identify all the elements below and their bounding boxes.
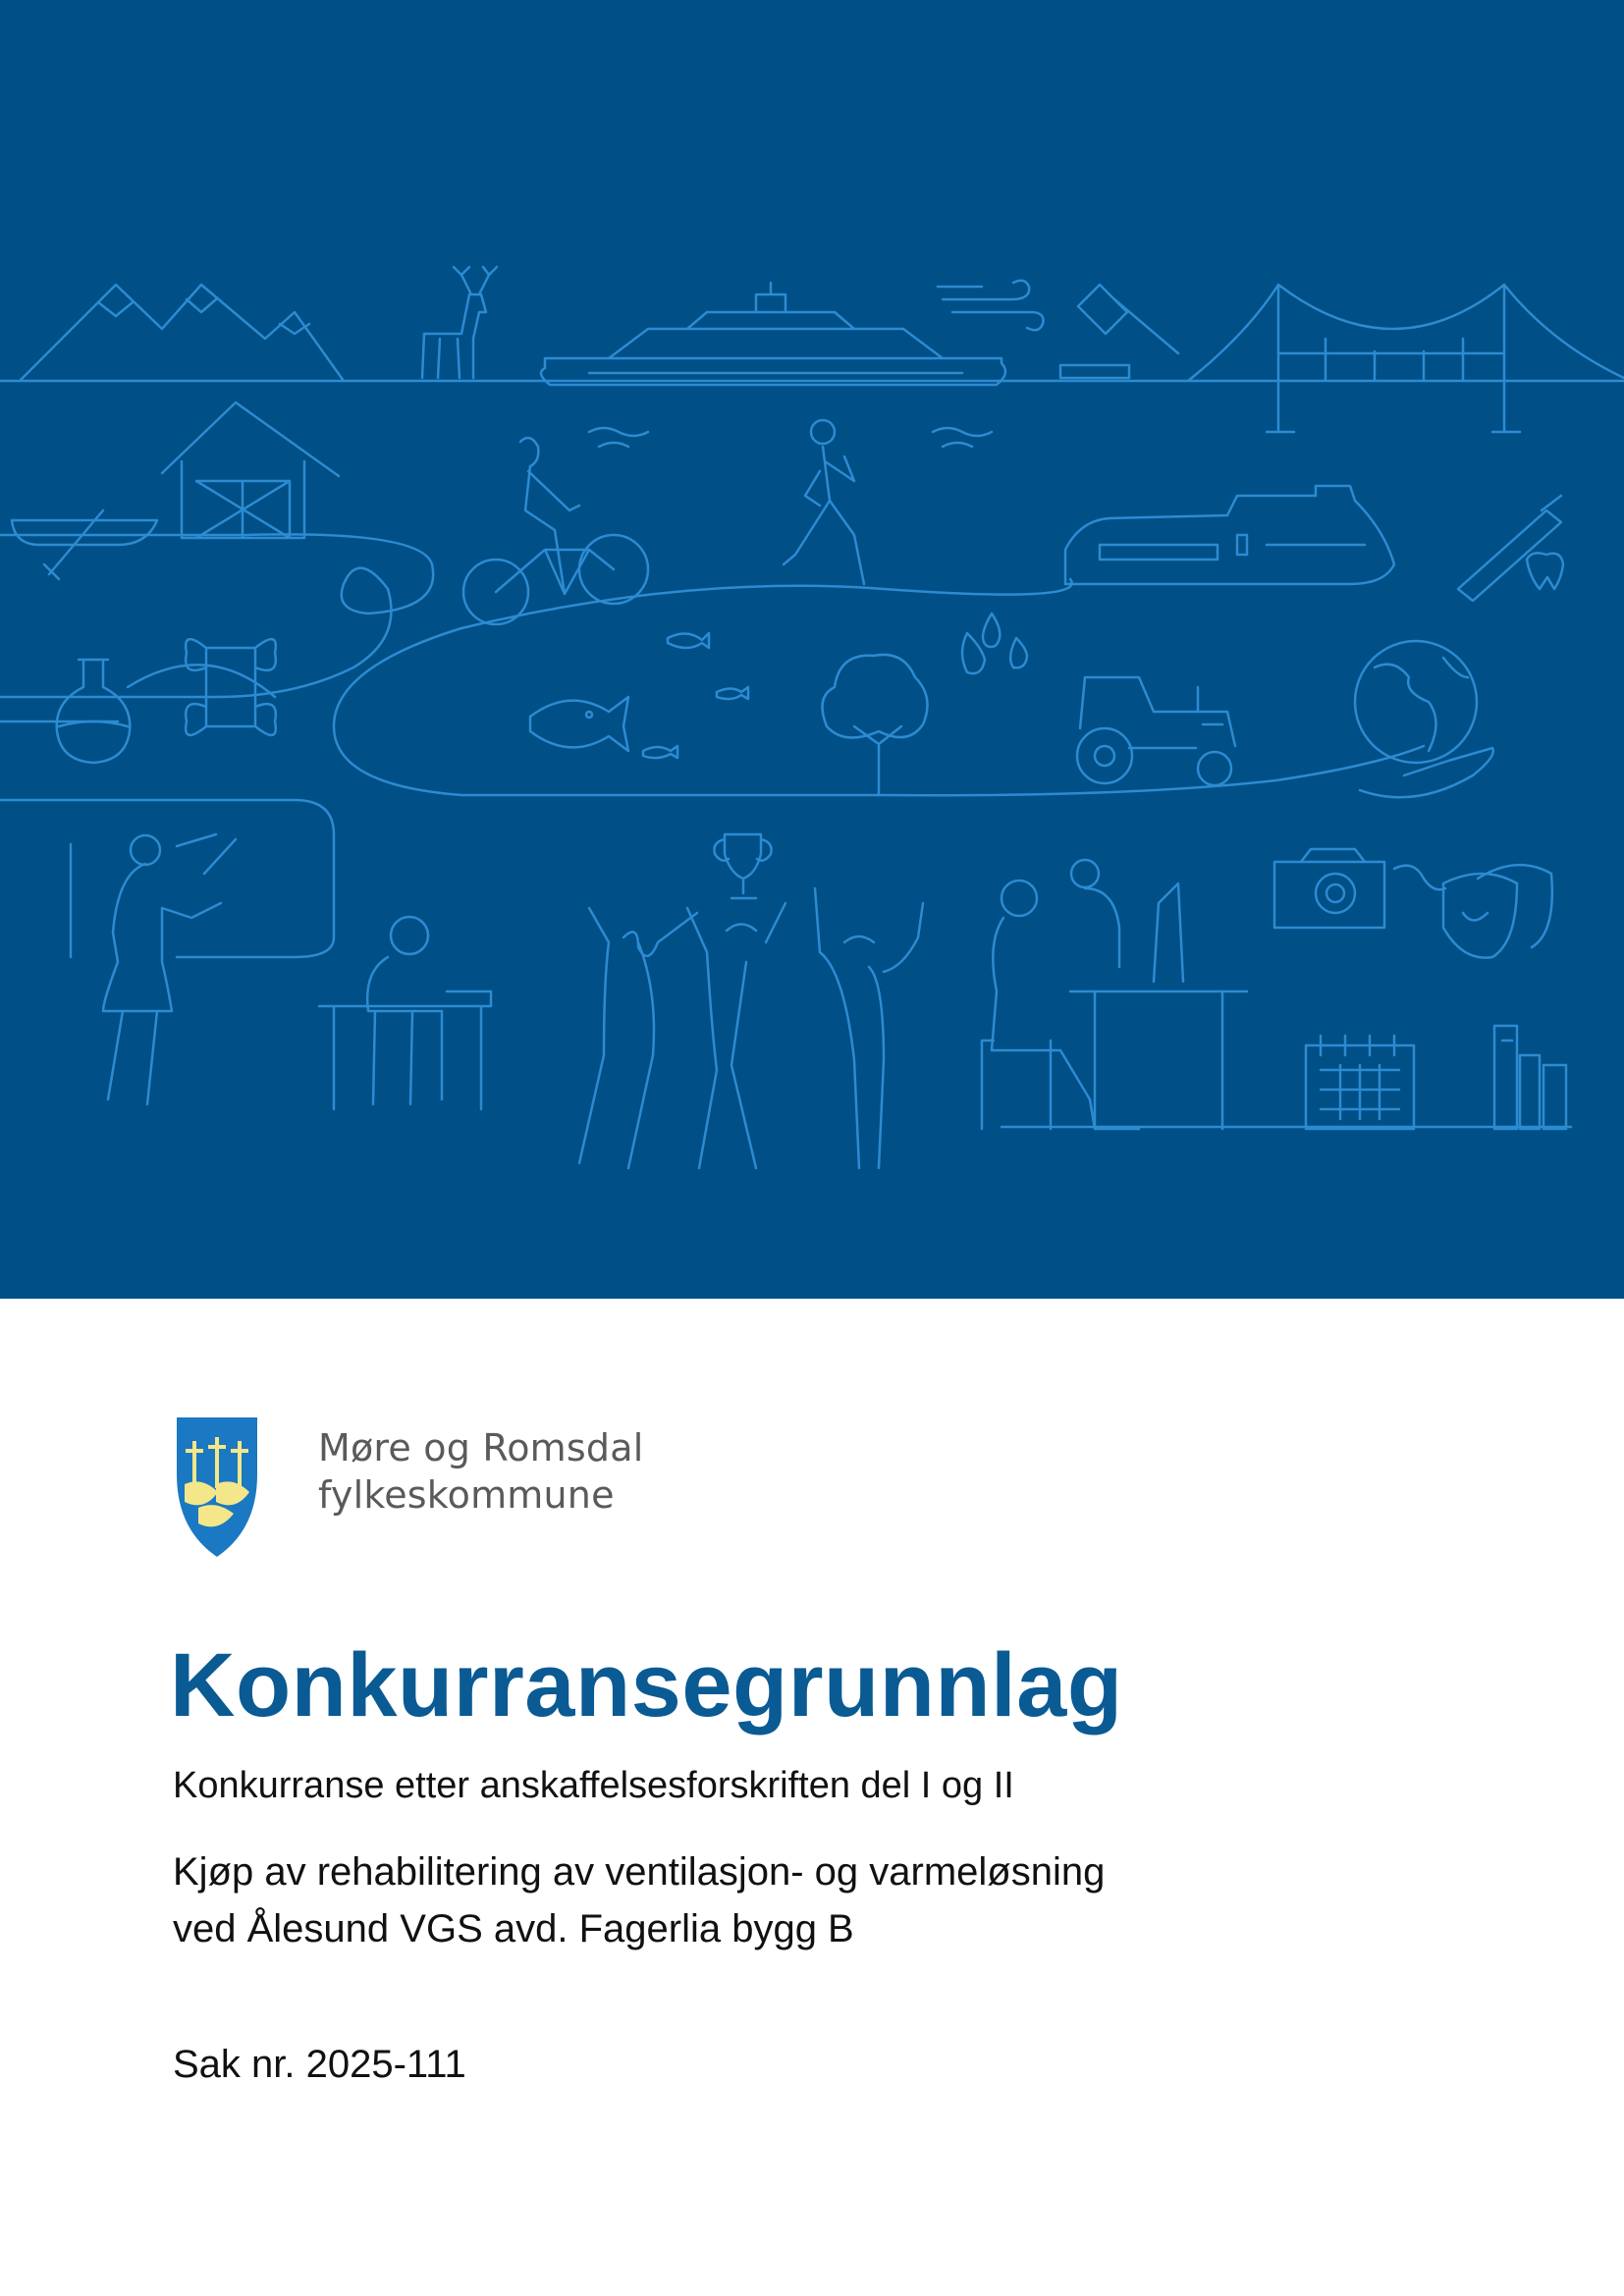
teacher-icon (71, 834, 236, 1104)
organization-name-line1: Møre og Romsdal (318, 1426, 644, 1469)
globe-in-hand-icon (1355, 641, 1493, 797)
coat-of-arms-icon (173, 1414, 261, 1559)
case-number: Sak nr. 2025-111 (173, 2043, 466, 2086)
path-line (461, 579, 1072, 628)
path-line (0, 665, 275, 721)
water-drops-icon (962, 614, 1027, 673)
tractor-icon (1077, 677, 1235, 785)
tooth-icon (1527, 553, 1563, 589)
organization-name (318, 1424, 643, 1519)
fish-icon (530, 633, 748, 758)
bridge-icon (1188, 285, 1624, 432)
path-line (0, 800, 334, 957)
office-workers-icon (982, 860, 1247, 1129)
cyclist-icon (463, 438, 648, 624)
toothbrush-icon (1458, 496, 1561, 601)
boat-icon (12, 510, 157, 579)
organization-logo (173, 1414, 664, 1561)
flask-icon (57, 660, 131, 763)
organization-name-line2: fylkeskommune (318, 1473, 615, 1517)
mountains-icon (20, 285, 344, 381)
water-ripple-icon (589, 428, 992, 447)
procurement-description (173, 1843, 1449, 1957)
tree-icon (823, 655, 928, 795)
procurement-description-line1: Kjøp av rehabilitering av ventilasjon- og varmeløsning (173, 1850, 1106, 1894)
wind-icon (938, 281, 1044, 331)
celebrating-people-icon (579, 888, 923, 1168)
gavel-icon (1060, 285, 1178, 378)
document-subtitle: Konkurranse etter anskaffelsesforskriften del I og II (173, 1765, 1014, 1806)
procurement-description-line2: ved Ålesund VGS avd. Fagerlia bygg B (173, 1907, 854, 1950)
barn-icon (162, 402, 339, 538)
calendar-icon (1306, 1036, 1414, 1129)
deer-icon (422, 267, 497, 378)
path-line (0, 534, 433, 697)
runner-icon (784, 420, 864, 584)
books-icon (1494, 1026, 1566, 1129)
trophy-icon (714, 834, 771, 898)
student-desk-icon (319, 917, 491, 1109)
camera-icon (1274, 849, 1384, 928)
document-title: Konkurransegrunnlag (170, 1635, 1123, 1735)
theatre-masks-icon (1394, 865, 1552, 958)
ferry-icon (541, 283, 1005, 385)
express-boat-icon (1065, 486, 1394, 584)
